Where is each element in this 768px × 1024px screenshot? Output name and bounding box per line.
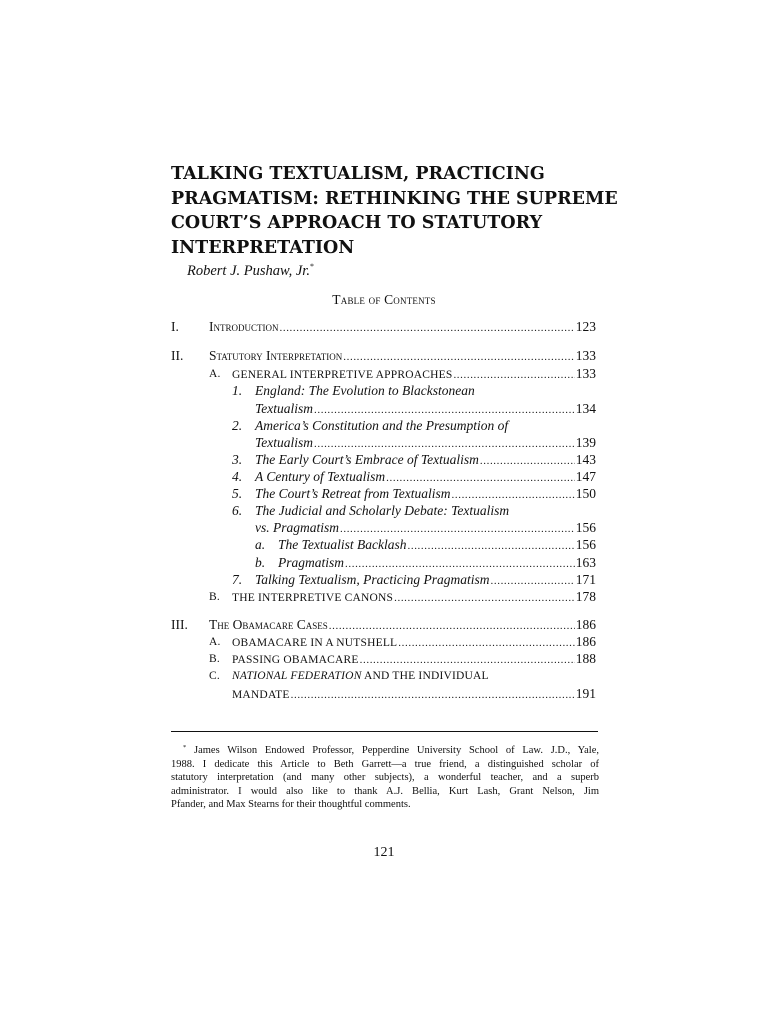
toc-entry-page: 191 bbox=[575, 686, 596, 701]
toc-entry-label: OBAMACARE IN A NUTSHELL bbox=[232, 637, 398, 649]
toc-entry-talking-textualism[interactable] bbox=[255, 572, 596, 588]
toc-subsection-letter: A. bbox=[209, 368, 221, 380]
toc-entry-label: America’s Constitution and the Presumption of bbox=[255, 418, 509, 433]
dot-leader bbox=[394, 592, 575, 604]
dot-leader bbox=[280, 322, 575, 334]
toc-item-number: 5. bbox=[232, 486, 243, 501]
toc-item-number: 7. bbox=[232, 572, 243, 587]
toc-entry-label: Statutory Interpretation bbox=[209, 348, 343, 363]
toc-entry-judicial-scholarly-debate[interactable] bbox=[255, 520, 596, 536]
toc-entry-page: 123 bbox=[575, 319, 596, 334]
toc-entry-label: MANDATE bbox=[232, 689, 290, 701]
toc-entry-general-interpretive-approaches[interactable] bbox=[232, 366, 596, 382]
title-line: INTERPRETATION bbox=[171, 237, 355, 258]
toc-entry-courts-retreat[interactable] bbox=[255, 486, 596, 502]
toc-entry-early-court[interactable] bbox=[255, 452, 596, 468]
author-byline bbox=[187, 262, 314, 280]
dot-leader bbox=[314, 438, 575, 450]
title-line: TALKING TEXTUALISM, PRACTICING bbox=[171, 164, 545, 184]
toc-entry-label: THE INTERPRETIVE CANONS bbox=[232, 592, 394, 604]
toc-entry-obamacare-cases[interactable] bbox=[209, 617, 596, 633]
dot-leader bbox=[480, 455, 575, 467]
dot-leader bbox=[398, 637, 574, 649]
toc-entry-page: 156 bbox=[575, 537, 596, 552]
toc-section-number: I. bbox=[171, 319, 179, 334]
toc-entry-label: Pragmatism bbox=[278, 555, 345, 570]
toc-heading: Table of Contents bbox=[332, 292, 436, 307]
toc-item-number: 4. bbox=[232, 469, 243, 484]
dot-leader bbox=[314, 404, 575, 416]
toc-entry-label: The Early Court’s Embrace of Textualism bbox=[255, 452, 479, 467]
toc-subsection-letter: A. bbox=[209, 636, 221, 648]
footnote-line: Pfander, and Max Stearns for their thoughtful comments. bbox=[171, 799, 411, 810]
dot-leader bbox=[408, 540, 575, 552]
footnote-line: statutory interpretation (and many other subjects), a wonderful teacher, and a superb bbox=[171, 772, 599, 783]
toc-entry-label: GENERAL INTERPRETIVE APPROACHES bbox=[232, 369, 453, 381]
toc-entry-page: 134 bbox=[575, 401, 596, 416]
author-name: Robert J. Pushaw, Jr. bbox=[187, 263, 310, 279]
toc-entry-page: 147 bbox=[575, 469, 596, 484]
footnote bbox=[171, 741, 599, 812]
toc-entry-label: A Century of Textualism bbox=[255, 469, 386, 484]
toc-entry-obamacare-nutshell[interactable] bbox=[232, 634, 596, 650]
dot-leader bbox=[386, 472, 575, 484]
toc-entry-page: 188 bbox=[575, 651, 596, 666]
dot-leader bbox=[291, 689, 575, 701]
toc-entry-england[interactable] bbox=[255, 401, 596, 417]
toc-subsection-letter: C. bbox=[209, 670, 220, 682]
toc-entry-label: The Obamacare Cases bbox=[209, 617, 328, 632]
toc-entry-passing-obamacare[interactable] bbox=[232, 651, 596, 667]
dot-leader bbox=[345, 558, 575, 570]
toc-entry-page: 143 bbox=[575, 452, 596, 467]
toc-entry-label: vs. Pragmatism bbox=[255, 520, 339, 535]
article-title bbox=[171, 162, 618, 260]
toc-entry-label: Introduction bbox=[209, 319, 279, 334]
toc-entry-century-of-textualism[interactable] bbox=[255, 469, 596, 485]
author-footnote-mark: * bbox=[309, 262, 314, 271]
toc-entry-label: Textualism bbox=[255, 401, 314, 416]
dot-leader bbox=[360, 654, 575, 666]
toc-entry-page: 186 bbox=[575, 617, 596, 632]
dot-leader bbox=[452, 489, 575, 501]
toc-item-number: 6. bbox=[232, 503, 243, 518]
toc-entry-label: Textualism bbox=[255, 435, 314, 450]
dot-leader bbox=[491, 575, 575, 587]
toc-entry-label: The Judicial and Scholarly Debate: Textualism bbox=[255, 503, 510, 518]
footnote-line: administrator. I would also like to thank A.J. Bellia, Kurt Lash, Grant Nelson, Jim bbox=[171, 785, 599, 797]
toc-entry-pragmatism[interactable] bbox=[278, 555, 596, 571]
toc-subsection-letter: B. bbox=[209, 653, 220, 665]
dot-leader bbox=[329, 620, 575, 632]
toc-entry-americas-constitution[interactable] bbox=[255, 435, 596, 451]
toc-entry-page: 139 bbox=[575, 435, 596, 450]
toc-entry-page: 133 bbox=[575, 366, 596, 381]
toc-entry-page: 133 bbox=[575, 348, 596, 363]
footnote-line: 1988. I dedicate this Article to Beth Garrett—a true friend, a distinguished scholar of bbox=[171, 758, 599, 770]
toc-entry-label: The Textualist Backlash bbox=[278, 537, 407, 552]
toc-entry-label: England: The Evolution to Blackstonean bbox=[255, 383, 475, 398]
title-line: PRAGMATISM: RETHINKING THE SUPREME bbox=[171, 188, 618, 209]
footnote-line: * James Wilson Endowed Professor, Pepperdine University School of Law. J.D., Yale, bbox=[183, 744, 600, 756]
case-name: NATIONAL FEDERATION bbox=[232, 670, 362, 682]
toc-entry-textualist-backlash[interactable] bbox=[278, 537, 596, 553]
toc-entry-interpretive-canons[interactable] bbox=[232, 589, 596, 605]
toc-entry-national-federation[interactable] bbox=[232, 686, 596, 702]
toc-entry-statutory-interpretation[interactable] bbox=[209, 348, 596, 364]
dot-leader bbox=[340, 523, 575, 535]
toc-item-number: 3. bbox=[232, 452, 243, 467]
footnote-separator bbox=[171, 731, 598, 732]
toc-entry-page: 171 bbox=[575, 572, 596, 587]
toc-subsection-letter: B. bbox=[209, 591, 220, 603]
toc-entry-page: 156 bbox=[575, 520, 596, 535]
toc-item-number: 2. bbox=[232, 418, 243, 433]
toc-item-number: 1. bbox=[232, 383, 243, 398]
page-number: 121 bbox=[373, 845, 395, 860]
toc-subitem-letter: b. bbox=[255, 555, 266, 570]
dot-leader bbox=[343, 351, 574, 363]
toc-entry-label bbox=[232, 670, 489, 682]
toc-entry-introduction[interactable] bbox=[209, 319, 596, 335]
toc-entry-page: 186 bbox=[575, 634, 596, 649]
footnote-mark: * bbox=[183, 744, 187, 751]
toc-entry-label: Talking Textualism, Practicing Pragmatism bbox=[255, 572, 490, 587]
toc-entry-page: 163 bbox=[575, 555, 596, 570]
toc-entry-label: The Court’s Retreat from Textualism bbox=[255, 486, 451, 501]
toc-section-number: III. bbox=[171, 617, 188, 632]
toc-subitem-letter: a. bbox=[255, 537, 266, 552]
toc-section-number: II. bbox=[171, 348, 184, 363]
toc-entry-page: 178 bbox=[575, 589, 596, 604]
toc-entry-page: 150 bbox=[575, 486, 596, 501]
toc-entry-label: PASSING OBAMACARE bbox=[232, 654, 359, 666]
title-line: COURT’S APPROACH TO STATUTORY bbox=[171, 213, 543, 233]
dot-leader bbox=[453, 369, 574, 381]
toc-entry-label-rest: AND THE INDIVIDUAL bbox=[361, 670, 489, 682]
